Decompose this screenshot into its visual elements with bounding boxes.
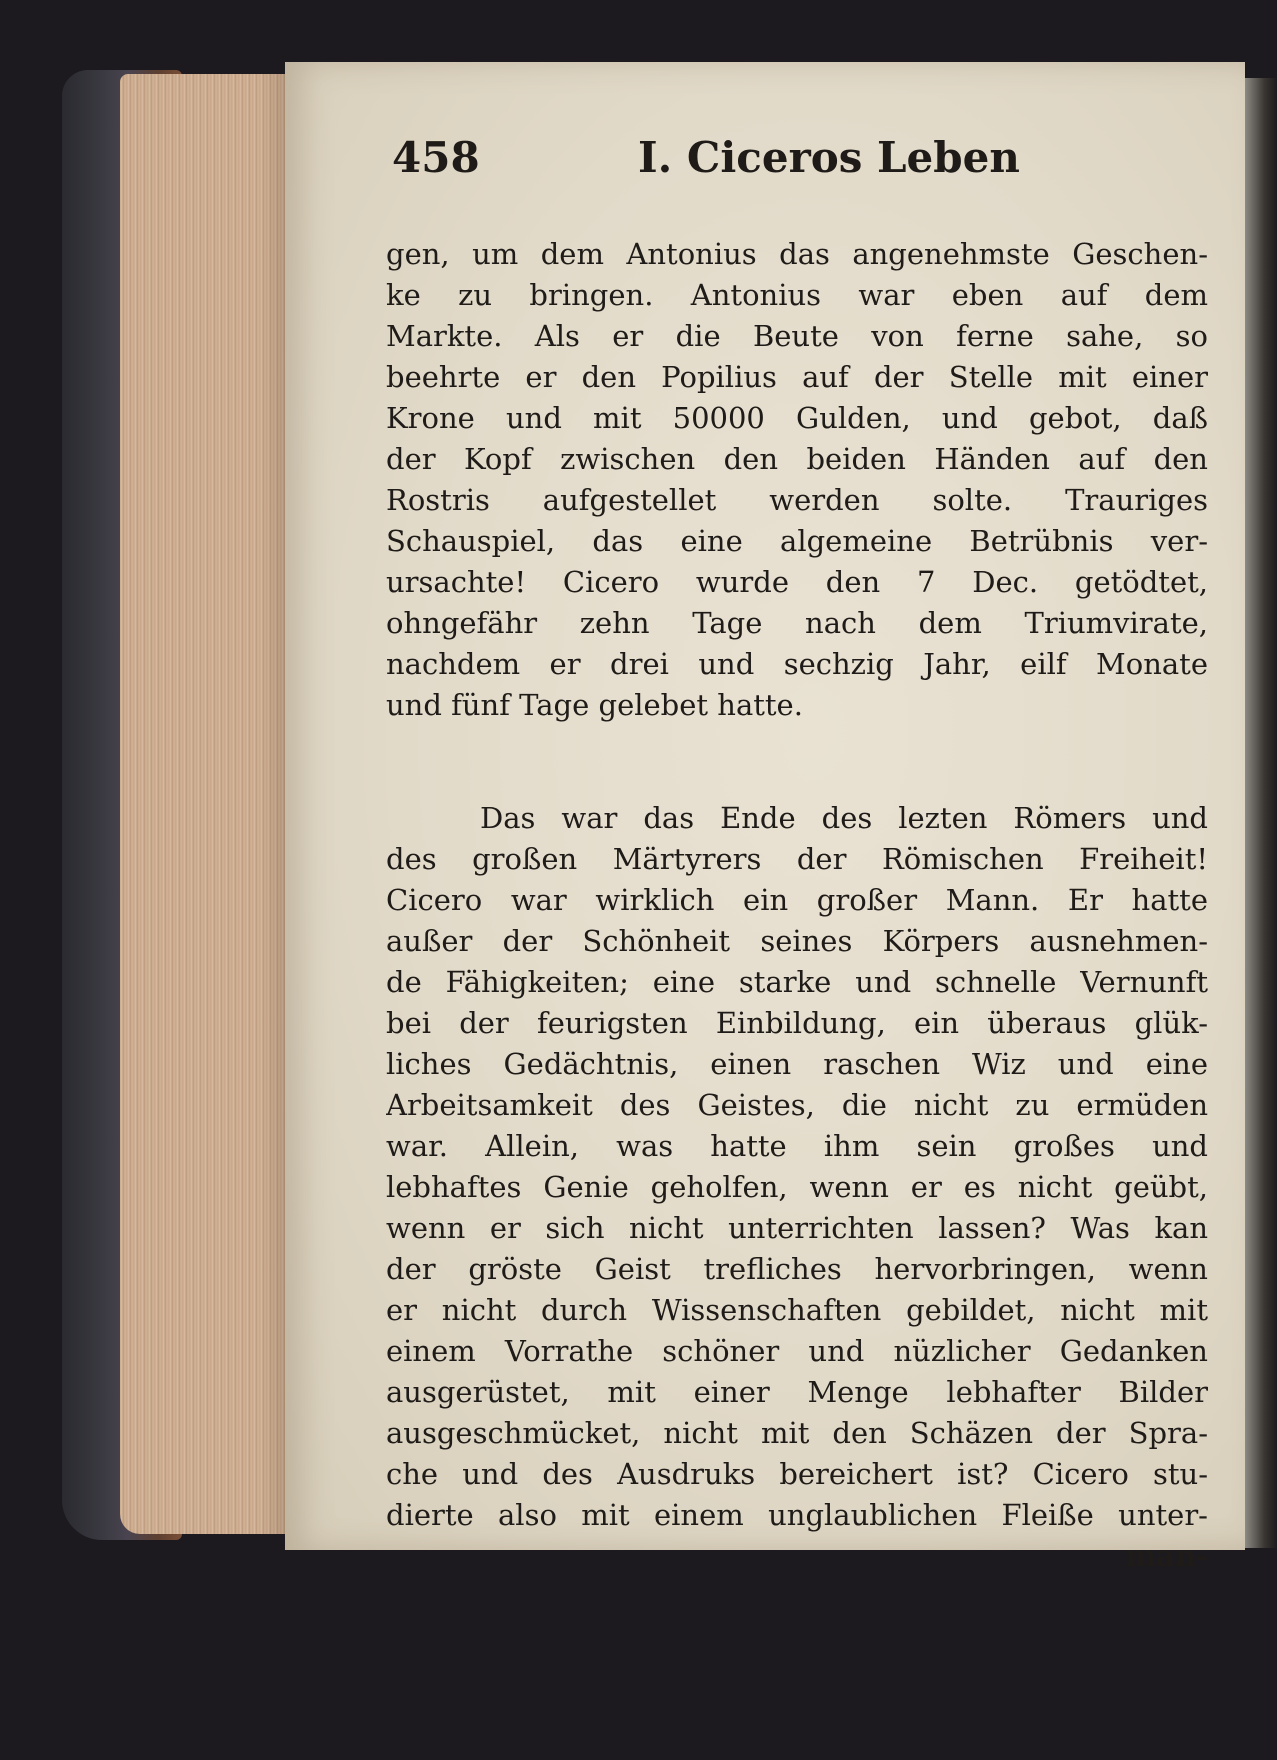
text-line: Cicero war wirklich ein großer Mann. Er hatte: [386, 883, 1208, 917]
text-line: ausgeschmücket, nicht mit den Schäzen der Spra-: [386, 1416, 1208, 1450]
text-line: des großen Märtyrers der Römischen Freiheit!: [386, 842, 1208, 876]
body-text: [386, 234, 1208, 1577]
text-line: Krone und mit 50000 Gulden, und gebot, daß: [386, 401, 1208, 435]
text-line: ke zu bringen. Antonius war eben auf dem: [386, 278, 1208, 312]
text-line: Arbeitsamkeit des Geistes, die nicht zu ermüden: [386, 1088, 1208, 1122]
text-line: ursachte! Cicero wurde den 7 Dec. getödtet,: [386, 565, 1208, 599]
text-line: Schauspiel, das eine algemeine Betrübnis ver-: [386, 524, 1208, 558]
text-line: und fünf Tage gelebet hatte.: [386, 688, 803, 722]
page-stack-edges: [120, 74, 290, 1534]
running-head: [392, 128, 1020, 188]
text-line: er nicht durch Wissenschaften gebildet, nicht mit: [386, 1293, 1208, 1327]
text-line: außer der Schönheit seines Körpers ausnehmen-: [386, 924, 1208, 958]
text-line: bei der feurigsten Einbildung, ein überaus glük-: [386, 1006, 1208, 1040]
running-title: I. Ciceros Leben: [638, 133, 1020, 182]
text-line: gen, um dem Antonius das angenehmste Geschen-: [386, 237, 1208, 271]
facing-page-edge: [1245, 78, 1277, 1548]
text-line: ausgerüstet, mit einer Menge lebhafter Bilder: [386, 1375, 1208, 1409]
text-line: ohngefähr zehn Tage nach dem Triumvirate,: [386, 606, 1208, 640]
text-line: che und des Ausdruks bereichert ist? Cicero stu-: [386, 1457, 1208, 1491]
text-line: dierte also mit einem unglaublichen Fleiße unter-: [386, 1498, 1208, 1532]
text-line: Das war das Ende des lezten Römers und: [480, 801, 1208, 835]
text-line: lebhaftes Genie geholfen, wenn er es nicht geübt,: [386, 1170, 1208, 1204]
text-line: wenn er sich nicht unterrichten lassen? Was kan: [386, 1211, 1208, 1245]
text-line: nachdem er drei und sechzig Jahr, eilf Monate: [386, 647, 1208, 681]
text-line: einem Vorrathe schöner und nüzlicher Gedanken: [386, 1334, 1208, 1368]
text-line: liches Gedächtnis, einen raschen Wiz und eine: [386, 1047, 1208, 1081]
catchword: man-: [1125, 1539, 1208, 1573]
text-line: beehrte er den Popilius auf der Stelle mit einer: [386, 360, 1208, 394]
text-line: Markte. Als er die Beute von ferne sahe, so: [386, 319, 1208, 353]
text-line: war. Allein, was hatte ihm sein großes und: [386, 1129, 1208, 1163]
page-number: 458: [392, 133, 480, 182]
text-line: der Kopf zwischen den beiden Händen auf den: [386, 442, 1208, 476]
paragraph-1: [386, 234, 1208, 726]
text-line: der gröste Geist trefliches hervorbringen, wenn: [386, 1252, 1208, 1286]
text-line: Rostris aufgestellet werden solte. Trauriges: [386, 483, 1208, 517]
paragraph-2: [386, 798, 1208, 1536]
paragraph-gap: [386, 726, 1208, 798]
text-line: de Fähigkeiten; eine starke und schnelle Vernunft: [386, 965, 1208, 999]
